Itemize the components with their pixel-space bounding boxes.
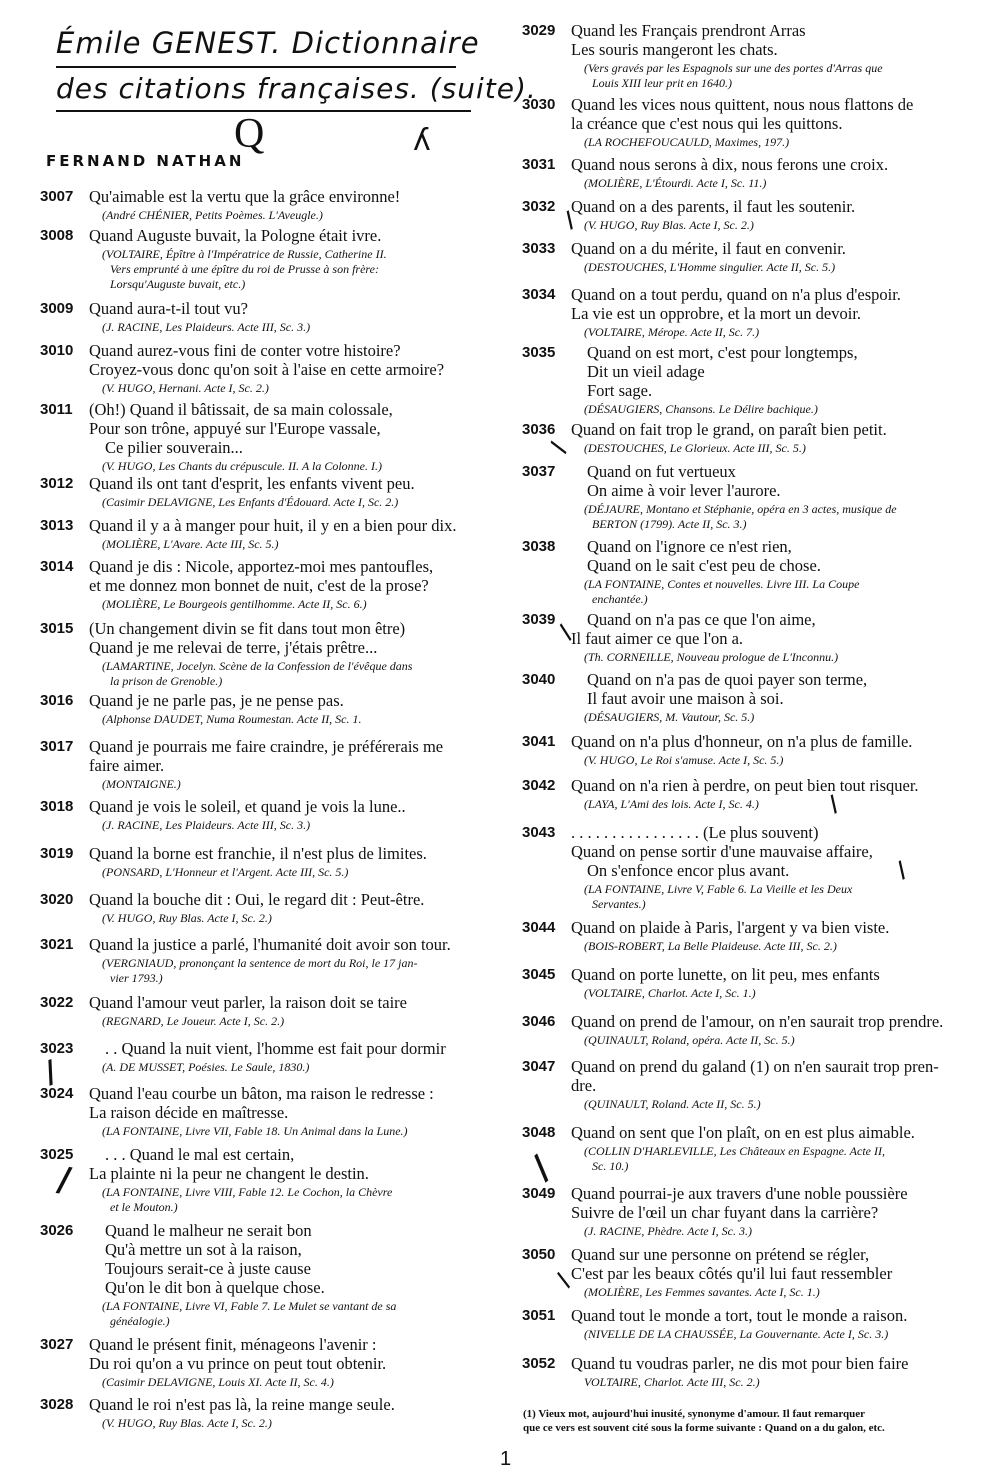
- citation-source: [584, 325, 968, 340]
- citation-source: [584, 939, 968, 954]
- citation-quote: [571, 197, 968, 216]
- citation-source: [584, 135, 968, 150]
- quote-line: La vie est un opprobre, et la mort un devoir.: [571, 304, 862, 323]
- quote-line: Quand on a tout perdu, quand on n'a plus d'espoir.: [571, 285, 901, 304]
- citation-source: [102, 247, 486, 292]
- source-line: (QUINAULT, Roland, opéra. Acte II, Sc. 5.): [584, 1033, 795, 1047]
- citation-source: [102, 537, 486, 552]
- quote-line: Il faut aimer ce que l'on a.: [571, 629, 744, 648]
- quote-line: Qu'à mettre un sot à la raison,: [105, 1240, 302, 1259]
- quote-line: Quand on est mort, c'est pour longtemps,: [587, 343, 858, 362]
- quote-line: et me donnez mon bonnet de nuit, c'est de la prose?: [89, 576, 429, 595]
- source-line: (DESTOUCHES, L'Homme singulier. Acte II, Sc. 5.): [584, 260, 836, 274]
- citation-source: [102, 777, 486, 792]
- section-letter: Q: [234, 111, 265, 157]
- quote-line: Du roi qu'on a vu prince on peut tout obtenir.: [89, 1354, 387, 1373]
- quote-line: La raison décide en maîtresse.: [89, 1103, 289, 1122]
- citation-quote: [571, 95, 968, 133]
- citation-number: 3050: [522, 1246, 556, 1263]
- citation-quote: [89, 187, 486, 206]
- citation-source: [584, 1144, 968, 1174]
- tick-mark-3042: /: [824, 791, 844, 818]
- quote-line: Il faut avoir une maison à soi.: [587, 689, 784, 708]
- footnote-line: que ce vers est souvent cité sous la forme suivante : Quand on a du galon, etc.: [523, 1422, 885, 1434]
- citation-source: [584, 650, 968, 665]
- source-line: (MOLIÈRE, L'Étourdi. Acte I, Sc. 11.): [584, 176, 767, 190]
- source-line: (LA FONTAINE, Livre V, Fable 6. La Vieille et les Deux: [584, 882, 853, 896]
- quote-line: Quand on a des parents, il faut les soutenir.: [571, 197, 856, 216]
- quote-line: Suivre de l'œil un char fuyant dans la carrière?: [571, 1203, 879, 1222]
- quote-line: . . Quand la nuit vient, l'homme est fait pour dormir: [105, 1039, 446, 1058]
- source-line: (MOLIÈRE, Les Femmes savantes. Acte I, Sc. 1.): [584, 1285, 820, 1299]
- citation-number: 3031: [522, 156, 556, 173]
- quote-line: Quand le malheur ne serait bon: [105, 1221, 312, 1240]
- citation-source: [102, 911, 486, 926]
- citation-source: [584, 1224, 968, 1239]
- title-underline-1: [56, 66, 456, 68]
- citation-number: 3038: [522, 538, 556, 555]
- quote-line: Quand sur une personne on prétend se régler,: [571, 1245, 870, 1264]
- quote-line: Quand nous serons à dix, nous ferons une croix.: [571, 155, 889, 174]
- citation-number: 3035: [522, 344, 556, 361]
- citation-quote: [571, 1123, 968, 1142]
- citation-number: 3049: [522, 1185, 556, 1202]
- citation-number: 3044: [522, 919, 556, 936]
- citation-number: 3008: [40, 227, 74, 244]
- source-line: vier 1793.): [110, 971, 163, 985]
- citation-quote: [571, 1354, 968, 1373]
- citation-quote: [89, 1145, 486, 1183]
- source-line: (MOLIÈRE, L'Avare. Acte III, Sc. 5.): [102, 537, 279, 551]
- quote-line: Quand il y a à manger pour huit, il y en a bien pour dix.: [89, 516, 457, 535]
- citation-number: 3041: [522, 733, 556, 750]
- source-line: (LA FONTAINE, Livre VII, Fable 18. Un Animal dans la Lune.): [102, 1124, 408, 1138]
- citation-quote: [89, 474, 486, 493]
- citation-number: 3043: [522, 824, 556, 841]
- quote-line: Quand aura-t-il tout vu?: [89, 299, 248, 318]
- citation-quote: [89, 299, 486, 318]
- citation-number: 3051: [522, 1307, 556, 1324]
- citation-source: [102, 1416, 486, 1431]
- quote-line: la créance que c'est nous qui les quittons.: [571, 114, 843, 133]
- citation-quote: [571, 918, 968, 937]
- quote-line: Quand la justice a parlé, l'humanité doit avoir son tour.: [89, 935, 451, 954]
- citation-number: 3026: [40, 1222, 74, 1239]
- citation-number: 3042: [522, 777, 556, 794]
- quote-line: Quand tu voudras parler, ne dis mot pour bien faire: [571, 1354, 909, 1373]
- quote-line: Quand on n'a plus d'honneur, on n'a plus de famille.: [571, 732, 913, 751]
- source-line: BERTON (1799). Acte II, Sc. 3.): [592, 517, 747, 531]
- quote-line: Quand pourrai-je aux travers d'une noble poussière: [571, 1184, 908, 1203]
- citation-quote: [89, 935, 486, 954]
- source-line: (V. HUGO, Hernani. Acte I, Sc. 2.): [102, 381, 269, 395]
- citation-source: [584, 797, 968, 812]
- citation-quote: [89, 1335, 486, 1373]
- quote-line: Quand on pense sortir d'une mauvaise affaire,: [571, 842, 873, 861]
- citation-number: 3047: [522, 1058, 556, 1075]
- quote-line: (Oh!) Quand il bâtissait, de sa main colossale,: [89, 400, 393, 419]
- citation-quote: [571, 420, 968, 439]
- source-line: et le Mouton.): [110, 1200, 178, 1214]
- quote-line: Quand on n'a pas de quoi payer son terme,: [587, 670, 868, 689]
- citation-source: [102, 459, 486, 474]
- citation-quote: [571, 1057, 968, 1095]
- citation-source: [584, 61, 968, 91]
- citation-number: 3037: [522, 463, 556, 480]
- citation-number: 3015: [40, 620, 74, 637]
- tick-mark-3032: /: [560, 207, 580, 234]
- quote-line: Quand on fut vertueux: [587, 462, 736, 481]
- quote-line: Quand je ne parle pas, je ne pense pas.: [89, 691, 344, 710]
- quote-line: Quand la bouche dit : Oui, le regard dit : Peut-être.: [89, 890, 425, 909]
- citation-number: 3029: [522, 22, 556, 39]
- source-line: (LA FONTAINE, Contes et nouvelles. Livre III. La Coupe: [584, 577, 860, 591]
- quote-line: Quand je vois le soleil, et quand je vois la lune..: [89, 797, 406, 816]
- quote-line: Quand on porte lunette, on lit peu, mes enfants: [571, 965, 880, 984]
- citation-number: 3011: [40, 401, 73, 418]
- citation-quote: [89, 737, 486, 775]
- source-line: (COLLIN D'HARLEVILLE, Les Châteaux en Espagne. Acte II,: [584, 1144, 885, 1158]
- quote-line: Qu'aimable est la vertu que la grâce environne!: [89, 187, 401, 206]
- citation-number: 3017: [40, 738, 74, 755]
- source-line: (Casimir DELAVIGNE, Louis XI. Acte II, Sc. 4.): [102, 1375, 334, 1389]
- citation-quote: [89, 844, 486, 863]
- citation-source: [584, 218, 968, 233]
- source-line: (J. RACINE, Les Plaideurs. Acte III, Sc. 3.): [102, 320, 311, 334]
- citation-quote: [89, 557, 486, 595]
- quote-line: . . . . . . . . . . . . . . . . (Le plus souvent): [571, 823, 819, 842]
- citation-quote: [89, 890, 486, 909]
- citation-quote: [571, 1012, 968, 1031]
- citation-source: [102, 208, 486, 223]
- source-line: (VERGNIAUD, prononçant la sentence de mort du Roi, le 17 jan-: [102, 956, 418, 970]
- quote-line: On aime à voir lever l'aurore.: [587, 481, 781, 500]
- citation-number: 3032: [522, 198, 556, 215]
- citation-number: 3036: [522, 421, 556, 438]
- source-line: (J. RACINE, Les Plaideurs. Acte III, Sc. 3.): [102, 818, 311, 832]
- source-line: (VOLTAIRE, Mérope. Acte II, Sc. 7.): [584, 325, 760, 339]
- citation-source: [102, 956, 486, 986]
- citation-quote: [571, 670, 968, 708]
- source-line: (V. HUGO, Ruy Blas. Acte I, Sc. 2.): [584, 218, 754, 232]
- handwritten-title-line2: des citations françaises. (suite).: [56, 72, 537, 105]
- quote-line: Quand l'eau courbe un bâton, ma raison le redresse :: [89, 1084, 434, 1103]
- citation-number: 3007: [40, 188, 74, 205]
- quote-line: Quand on prend du galand (1) on n'en saurait trop pren-: [571, 1057, 939, 1076]
- citation-source: [584, 986, 968, 1001]
- source-line: (Vers gravés par les Espagnols sur une des portes d'Arras que: [584, 61, 883, 75]
- quote-line: Quand Auguste buvait, la Pologne était ivre.: [89, 226, 382, 245]
- citation-number: 3046: [522, 1013, 556, 1030]
- citation-source: [584, 260, 968, 275]
- citation-source: [584, 402, 968, 417]
- citation-number: 3018: [40, 798, 74, 815]
- citation-quote: [89, 1084, 486, 1122]
- citation-source: [102, 597, 486, 612]
- source-line: (DESTOUCHES, Le Glorieux. Acte III, Sc. 5.): [584, 441, 806, 455]
- citation-quote: [571, 537, 968, 575]
- citation-quote: [89, 1039, 486, 1058]
- citation-number: 3010: [40, 342, 74, 359]
- citation-number: 3034: [522, 286, 556, 303]
- quote-line: Fort sage.: [587, 381, 653, 400]
- quote-line: Quand on le sait c'est peu de chose.: [587, 556, 821, 575]
- quote-line: Pour son trône, appuyé sur l'Europe vassale,: [89, 419, 381, 438]
- citation-source: [584, 502, 968, 532]
- citation-source: [102, 1299, 486, 1329]
- citation-number: 3021: [40, 936, 74, 953]
- tick-mark-3050: /: [551, 1270, 577, 1291]
- citation-source: [584, 1327, 968, 1342]
- source-line: (V. HUGO, Ruy Blas. Acte I, Sc. 2.): [102, 911, 272, 925]
- quote-line: Quand le roi n'est pas là, la reine mange seule.: [89, 1395, 395, 1414]
- citation-quote: [571, 732, 968, 751]
- citation-quote: [89, 797, 486, 816]
- source-line: (NIVELLE DE LA CHAUSSÉE, La Gouvernante. Acte I, Sc. 3.): [584, 1327, 889, 1341]
- citation-source: [102, 659, 486, 689]
- quote-line: Quand le présent finit, ménageons l'avenir :: [89, 1335, 377, 1354]
- citation-number: 3019: [40, 845, 74, 862]
- footnote-line: (1) Vieux mot, aujourd'hui inusité, synonyme d'amour. Il faut remarquer: [523, 1408, 866, 1420]
- citation-quote: [571, 823, 968, 880]
- source-line: (DÉSAUGIERS, Chansons. Le Délire bachique.): [584, 402, 818, 416]
- source-line: (Th. CORNEILLE, Nouveau prologue de L'Inconnu.): [584, 650, 839, 664]
- quote-line: dre.: [571, 1076, 597, 1095]
- citation-quote: [571, 1306, 968, 1325]
- citation-quote: [571, 610, 968, 648]
- citation-quote: [89, 1221, 486, 1297]
- tick-mark-3043: /: [892, 857, 912, 884]
- quote-line: La plainte ni la peur ne changent le destin.: [89, 1164, 369, 1183]
- citation-number: 3027: [40, 1336, 74, 1353]
- quote-line: Les souris mangeront les chats.: [571, 40, 778, 59]
- citation-quote: [571, 1184, 968, 1222]
- quote-line: Quand on fait trop le grand, on paraît bien petit.: [571, 420, 887, 439]
- source-line: Servantes.): [592, 897, 646, 911]
- tick-mark-3048: /: [523, 1148, 559, 1188]
- source-line: (J. RACINE, Phèdre. Acte I, Sc. 3.): [584, 1224, 752, 1238]
- citation-source: [584, 710, 968, 725]
- source-line: (MOLIÈRE, Le Bourgeois gentilhomme. Acte II, Sc. 6.): [102, 597, 367, 611]
- citation-source: [584, 882, 968, 912]
- tick-mark-3039: /: [553, 621, 579, 644]
- citation-source: [102, 1185, 486, 1215]
- citation-quote: [89, 400, 486, 457]
- page-number: 1: [500, 1448, 512, 1470]
- source-line: (A. DE MUSSET, Poésies. Le Saule, 1830.): [102, 1060, 310, 1074]
- citation-quote: [571, 965, 968, 984]
- source-line: (V. HUGO, Le Roi s'amuse. Acte I, Sc. 5.): [584, 753, 784, 767]
- source-line: enchantée.): [592, 592, 648, 606]
- citation-number: 3009: [40, 300, 74, 317]
- citation-number: 3033: [522, 240, 556, 257]
- citation-quote: [89, 993, 486, 1012]
- citation-source: [102, 1375, 486, 1390]
- citation-quote: [89, 691, 486, 710]
- citation-quote: [89, 1395, 486, 1414]
- quote-line: Qu'on le dit bon à quelque chose.: [105, 1278, 325, 1297]
- citation-source: [584, 441, 968, 456]
- source-line: Lorsqu'Auguste buvait, etc.): [110, 277, 246, 291]
- source-line: (PONSARD, L'Honneur et l'Argent. Acte III, Sc. 5.): [102, 865, 349, 879]
- quote-line: Quand la borne est franchie, il n'est plus de limites.: [89, 844, 427, 863]
- source-line: (BOIS-ROBERT, La Belle Plaideuse. Acte III, Sc. 2.): [584, 939, 837, 953]
- citation-source: [102, 1014, 486, 1029]
- quote-line: Dit un vieil adage: [587, 362, 705, 381]
- quote-line: (Un changement divin se fit dans tout mon être): [89, 619, 406, 638]
- publisher-name: FERNAND NATHAN: [46, 152, 245, 170]
- quote-line: Quand je me relevai de terre, j'étais prêtre...: [89, 638, 378, 657]
- source-line: (LA ROCHEFOUCAULD, Maximes, 197.): [584, 135, 790, 149]
- source-line: (VOLTAIRE, Épître à l'Impératrice de Russie, Catherine II.: [102, 247, 387, 261]
- citation-quote: [571, 776, 968, 795]
- quote-line: faire aimer.: [89, 756, 165, 775]
- citation-number: 3014: [40, 558, 74, 575]
- quote-line: Quand on l'ignore ce n'est rien,: [587, 537, 792, 556]
- citation-quote: [571, 155, 968, 174]
- citation-number: 3039: [522, 611, 556, 628]
- tick-mark-3023: /: [39, 1054, 62, 1091]
- handwritten-title-line1: Émile GENEST. Dictionnaire: [56, 26, 480, 60]
- quote-line: Quand ils ont tant d'esprit, les enfants vivent peu.: [89, 474, 415, 493]
- quote-line: Quand je pourrais me faire craindre, je préférerais me: [89, 737, 444, 756]
- source-line: (LAMARTINE, Jocelyn. Scène de la Confession de l'évêque dans: [102, 659, 413, 673]
- source-line: généalogie.): [110, 1314, 170, 1328]
- citation-source: [102, 495, 486, 510]
- quote-line: Quand aurez-vous fini de conter votre histoire?: [89, 341, 401, 360]
- citation-number: 3023: [40, 1040, 74, 1057]
- source-line: (VOLTAIRE, Charlot. Acte I, Sc. 1.): [584, 986, 756, 1000]
- quote-line: Quand l'amour veut parler, la raison doit se taire: [89, 993, 407, 1012]
- source-line: la prison de Grenoble.): [110, 674, 223, 688]
- citation-source: [584, 1375, 968, 1390]
- citation-source: [102, 712, 486, 727]
- quote-line: Quand on plaide à Paris, l'argent y va bien viste.: [571, 918, 890, 937]
- source-line: VOLTAIRE, Charlot. Acte III, Sc. 2.): [584, 1375, 760, 1389]
- citation-number: 3022: [40, 994, 74, 1011]
- quote-line: Quand on a du mérite, il faut en convenir.: [571, 239, 846, 258]
- source-line: (QUINAULT, Roland. Acte II, Sc. 5.): [584, 1097, 761, 1111]
- quote-line: Toujours serait-ce à juste cause: [105, 1259, 311, 1278]
- quote-line: Quand on prend de l'amour, on n'en saurait trop prendre.: [571, 1012, 944, 1031]
- citation-quote: [89, 226, 486, 245]
- quote-line: Croyez-vous donc qu'on soit à l'aise en cette armoire?: [89, 360, 445, 379]
- citation-source: [102, 865, 486, 880]
- citation-quote: [571, 462, 968, 500]
- citation-quote: [89, 516, 486, 535]
- source-line: Sc. 10.): [592, 1159, 629, 1173]
- citation-quote: [89, 619, 486, 657]
- quote-line: Ce pilier souverain...: [105, 438, 243, 457]
- citation-number: 3030: [522, 96, 556, 113]
- source-line: (DÉJAURE, Montano et Stéphanie, opéra en 3 actes, musique de: [584, 502, 897, 516]
- citation-source: [584, 1285, 968, 1300]
- quote-line: . . . Quand le mal est certain,: [105, 1145, 295, 1164]
- quote-line: Quand je dis : Nicole, apportez-moi mes pantoufles,: [89, 557, 434, 576]
- source-line: (REGNARD, Le Joueur. Acte I, Sc. 2.): [102, 1014, 285, 1028]
- citation-source: [584, 753, 968, 768]
- citation-number: 3052: [522, 1355, 556, 1372]
- source-line: (DÉSAUGIERS, M. Vautour, Sc. 5.): [584, 710, 755, 724]
- source-line: (V. HUGO, Ruy Blas. Acte I, Sc. 2.): [102, 1416, 272, 1430]
- citation-source: [102, 1060, 486, 1075]
- source-line: (LA FONTAINE, Livre VI, Fable 7. Le Mulet se vantant de sa: [102, 1299, 397, 1313]
- source-line: (LAYA, L'Ami des lois. Acte I, Sc. 4.): [584, 797, 759, 811]
- citation-source: [102, 381, 486, 396]
- source-line: Louis XIII leur prit en 1640.): [592, 76, 732, 90]
- citation-source: [584, 176, 968, 191]
- citation-number: 3028: [40, 1396, 74, 1413]
- citation-source: [102, 818, 486, 833]
- source-line: (LA FONTAINE, Livre VIII, Fable 12. Le Cochon, la Chèvre: [102, 1185, 393, 1199]
- source-line: (Alphonse DAUDET, Numa Roumestan. Acte II, Sc. 1.: [102, 712, 362, 726]
- citation-number: 3020: [40, 891, 74, 908]
- citation-number: 3045: [522, 966, 556, 983]
- citation-quote: [571, 1245, 968, 1283]
- citation-source: [102, 320, 486, 335]
- citation-quote: [89, 341, 486, 379]
- citation-source: [102, 1124, 486, 1139]
- citation-number: 3040: [522, 671, 556, 688]
- quote-line: Quand on sent que l'on plaît, on en est plus aimable.: [571, 1123, 915, 1142]
- quote-line: Quand les vices nous quittent, nous nous flattons de: [571, 95, 914, 114]
- citation-source: [584, 1097, 968, 1112]
- quote-line: Quand on n'a pas ce que l'on aime,: [587, 610, 816, 629]
- quote-line: Quand les Français prendront Arras: [571, 21, 806, 40]
- quote-line: Quand on n'a rien à perdre, on peut bien tout risquer.: [571, 776, 919, 795]
- citation-number: 3013: [40, 517, 74, 534]
- citation-quote: [571, 285, 968, 323]
- source-line: (André CHÉNIER, Petits Poèmes. L'Aveugle.): [102, 208, 323, 222]
- citation-number: 3016: [40, 692, 74, 709]
- quote-line: Quand tout le monde a tort, tout le monde a raison.: [571, 1306, 908, 1325]
- handwritten-mark: ʎ: [413, 123, 431, 158]
- citation-number: 3025: [40, 1146, 74, 1163]
- citation-quote: [571, 239, 968, 258]
- source-line: (MONTAIGNE.): [102, 777, 181, 791]
- citation-number: 3048: [522, 1124, 556, 1141]
- citation-quote: [571, 343, 968, 400]
- citation-number: 3012: [40, 475, 74, 492]
- source-line: (V. HUGO, Les Chants du crépuscule. II. A la Colonne. I.): [102, 459, 382, 473]
- citation-number: 3024: [40, 1085, 74, 1102]
- tick-mark-3025: /: [54, 1159, 74, 1201]
- citation-quote: [571, 21, 968, 59]
- quote-line: On s'enfonce encor plus avant.: [587, 861, 790, 880]
- quote-line: C'est par les beaux côtés qu'il lui faut ressembler: [571, 1264, 893, 1283]
- footnote: [523, 1407, 968, 1435]
- tick-mark-3036: /: [545, 439, 573, 456]
- source-line: (Casimir DELAVIGNE, Les Enfants d'Édouard. Acte I, Sc. 2.): [102, 495, 399, 509]
- citation-source: [584, 577, 968, 607]
- citation-source: [584, 1033, 968, 1048]
- source-line: Vers emprunté à une épître du roi de Prusse à son frère:: [110, 262, 379, 276]
